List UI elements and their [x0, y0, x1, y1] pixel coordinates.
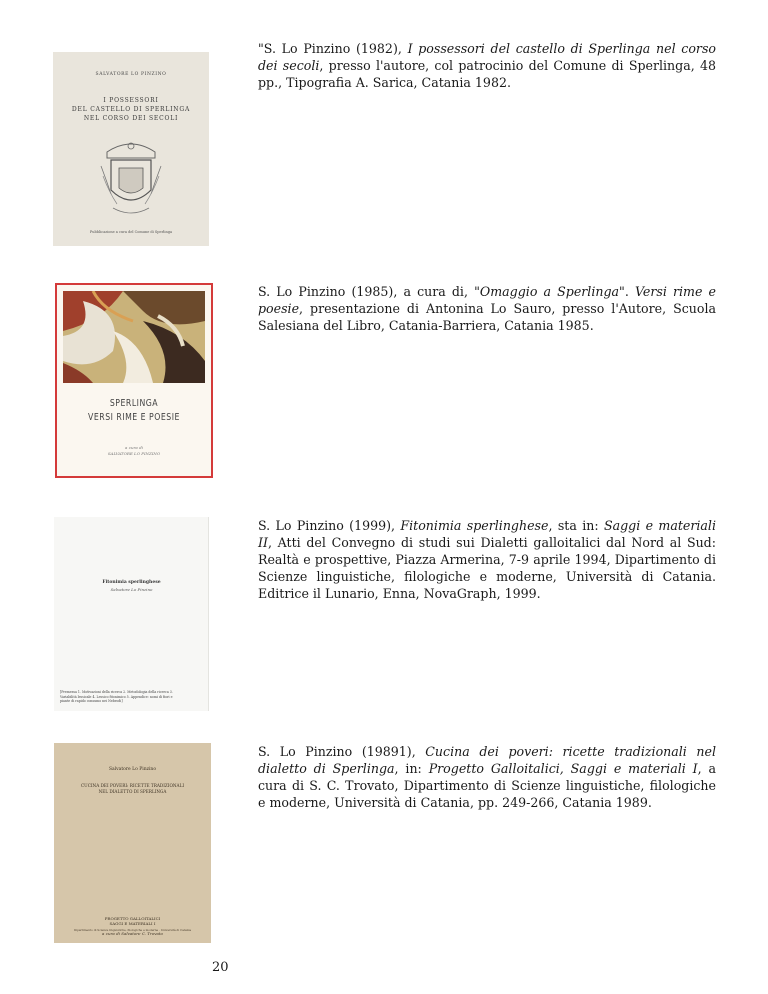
entry-text: S. Lo Pinzino (1999), [258, 518, 401, 533]
book-cover-fitonimia [54, 517, 209, 711]
entry-title: Cucina dei poveri: ricette tradizionali nel dialetto di Sperlinga [258, 744, 716, 776]
cover-series [54, 911, 211, 941]
cover-department: Dipartimento di Scienze linguistiche, filologiche e moderne · Università di Catania [73, 928, 192, 932]
entry-text: , in: [394, 761, 429, 776]
entry-text: "S. Lo Pinzino (1982), [258, 41, 408, 56]
entry-title: Omaggio a Sperlinga [479, 284, 620, 299]
cover-editor: a cura di SALVATORE LO PINZINO [107, 445, 161, 456]
cover-author: Salvatore Lo Pinzino [108, 767, 157, 772]
entry-text: , sta in: [548, 518, 604, 533]
entry-text: ". [619, 284, 635, 299]
entry-title: Fitonimia sperlinghese [400, 518, 549, 533]
cover-author: SALVATORE LO PINZINO [95, 72, 167, 77]
entry-text: , presso l'autore, col patrocinio del Comune di Sperlinga, 48 pp., Tipografia A. Sarica, Catania 1982. [258, 58, 716, 90]
cover-author: Salvatore Lo Pinzino [110, 587, 153, 592]
coat-of-arms-icon [97, 132, 165, 222]
page-number: 20 [212, 960, 229, 975]
entry-subtitle: Versi rime e poesie [258, 284, 716, 316]
cover-series-editor: a cura di Salvatore C. Trovato [102, 931, 163, 936]
cover-title: CUCINA DEI POVERI: RICETTE TRADIZIONALI NEL DIALETTO DI SPERLINGA [80, 783, 185, 794]
book-cover-possessori [53, 52, 209, 246]
entry-subtitle: Saggi e materiali II [258, 518, 716, 550]
entry-text: S. Lo Pinzino (19891), [258, 744, 426, 759]
cover-title: SPERLINGA VERSI RIME E POESIE [88, 398, 180, 423]
entry-text: , presentazione di Antonina Lo Sauro, presso l'Autore, Scuola Salesiana del Libro, Catania-Barriera, Catania 1985. [258, 301, 716, 333]
book-cover-cucina [54, 743, 211, 943]
entry-text: , Atti del Convegno di studi sui Dialetti galloitalici dal Nord al Sud: Realtà e prospettive, Piazza Armerina, 7-9 aprile 1994, Dipartimento di Scienze linguistiche, filologiche e moderne, Università di Catania. Editrice il Lunario, Enna, NovaGraph, 1999. [258, 535, 716, 601]
bibliography-entry-3 [258, 517, 716, 602]
entry-text: S. Lo Pinzino (1985), a cura di, " [258, 284, 480, 299]
entry-text: , a cura di S. C. Trovato, Dipartimento di Scienze linguistiche, filologiche e moderne, Università di Catania, pp. 249-266, Catania 1989. [258, 761, 716, 810]
cover-title: I POSSESSORI DEL CASTELLO DI SPERLINGA NEL CORSO DEI SECOLI [71, 97, 191, 122]
cover-title: Fitonimia sperlinghese [102, 580, 161, 585]
entry-title: I possessori del castello di Sperlinga nel corso dei secoli [258, 41, 716, 73]
bibliography-entry-4 [258, 743, 716, 811]
entry-subtitle: Progetto Galloitalici, Saggi e materiali I [428, 761, 698, 776]
cover-note: [Premessa 1. Motivazioni della ricerca 2. Metodologia della ricerca 3. Variabilità lessicale 4. Lessico fitonimico 5. Appendice: nomi di fiori e piante di rapido consumo nei Nebrodi] [60, 690, 173, 703]
bibliography-entry-2 [258, 283, 716, 334]
book-cover-omaggio [55, 283, 213, 478]
cover-footer: Pubblicazione a cura del Comune di Sperlinga [89, 230, 173, 234]
bibliography-entry-1 [258, 40, 716, 91]
abstract-painting-icon [63, 291, 205, 383]
cover-series-title: PROGETTO GALLOITALICI SAGGI E MATERIALI I [104, 916, 161, 926]
